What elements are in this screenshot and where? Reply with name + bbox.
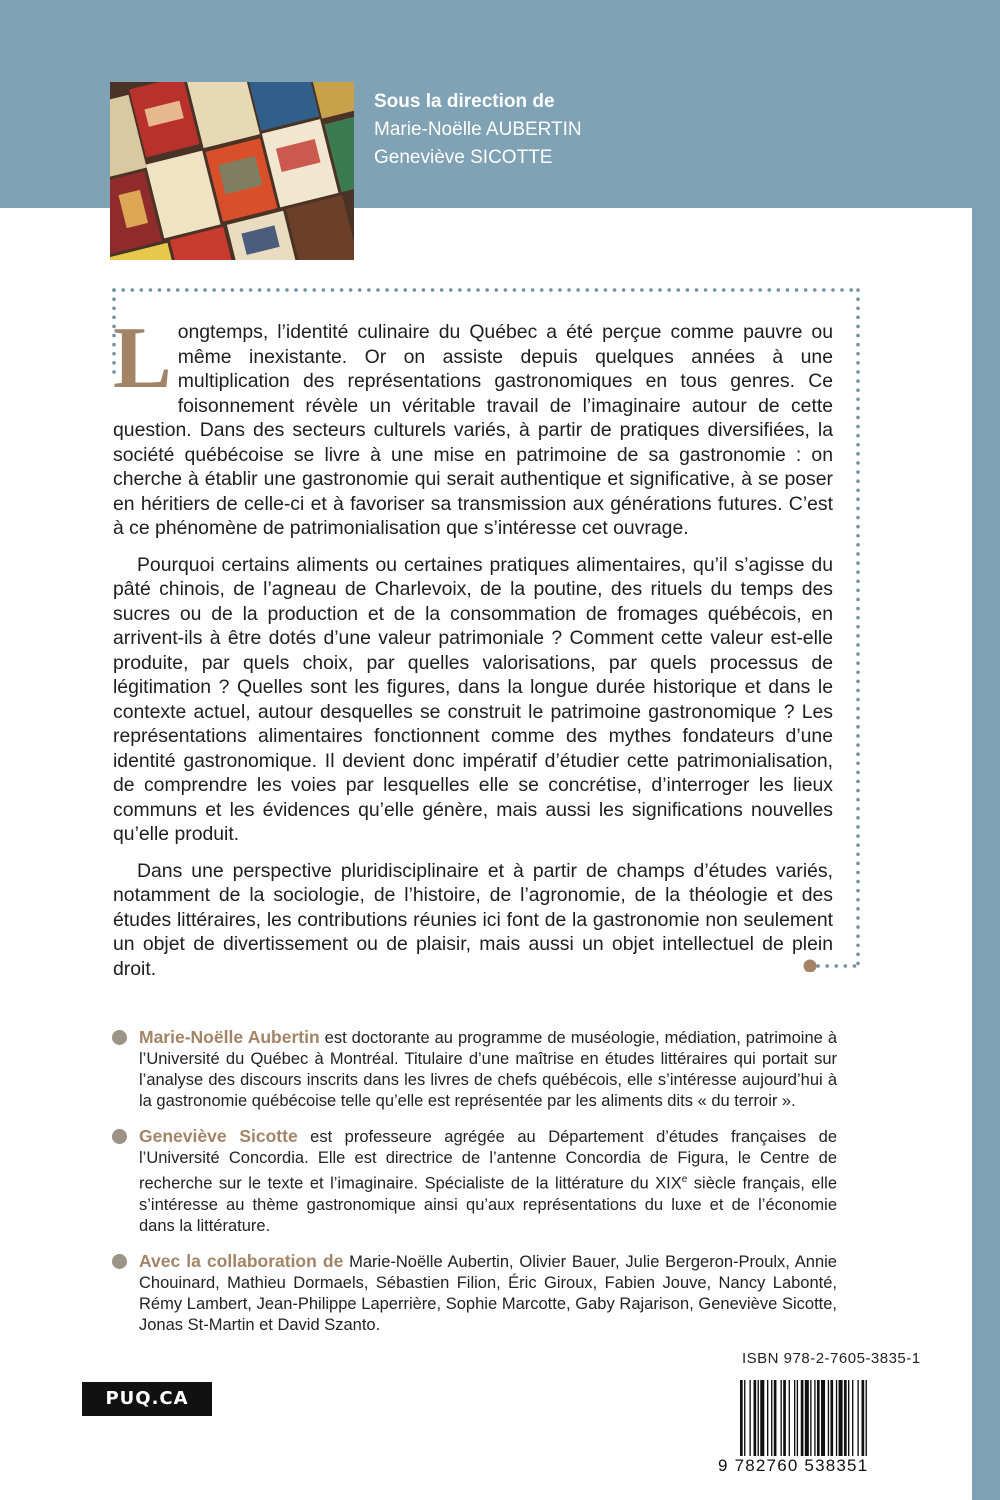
drop-cap: L: [113, 310, 172, 407]
barcode-bar: [814, 1380, 815, 1456]
barcode-bar: [810, 1380, 811, 1456]
barcode-bar: [767, 1380, 768, 1456]
blurb-paragraph: Dans une perspective pluridisciplinaire et à partir de champs d’études variés, notamment de la sociologie, de l’histoire, de l’agronomie, de la théologie et des études littéraires, les contributions réunies ici font de la gastronomie non seulement un objet de divertissement ou de plaisir, mais aussi un objet intellectuel de plein droit.: [113, 859, 833, 980]
barcode-bar: [836, 1380, 837, 1456]
barcode-bar: [789, 1380, 790, 1456]
barcode-bar: [828, 1380, 829, 1456]
barcode-bar: [740, 1380, 743, 1456]
barcode-bar: [797, 1380, 798, 1456]
barcode-bar: [862, 1380, 865, 1456]
author-bios: [112, 1027, 837, 1350]
bio-aubertin: [112, 1027, 837, 1112]
bio-text: est doctorante au programme de muséologie, médiation, patrimoine à l’Université du Québec à Montréal. Titulaire d’une maîtrise en études littéraires qui portait sur l’analyse des discours inscrits dans les livres de chefs québécois, elle s’intéresse aujourd’hui à la gastronomie québécoise telle qu’elle est représentée par les aliments dits « du terroir ».: [139, 1029, 838, 1110]
editors-block: [374, 88, 582, 172]
bio-name: Geneviève Sicotte: [139, 1126, 298, 1146]
barcode-bar: [771, 1380, 772, 1456]
bullet-icon: [112, 1030, 127, 1045]
barcode: [738, 1380, 906, 1456]
bio-text: Marie-Noëlle Aubertin, Olivier Bauer, Julie Bergeron-Proulx, Annie Chouinard, Mathieu Dormaels, Sébastien Filion, Éric Giroux, Fabien Jouve, Nancy Labonté, Rémy Lambert, Jean-Philippe Laperrière, Sophie Marcotte, Gaby Rajarison, Geneviève Sicotte, Jonas St-Martin et David Szanto.: [139, 1252, 837, 1334]
bullet-icon: [112, 1254, 127, 1269]
barcode-bar: [817, 1380, 820, 1456]
barcode-bar: [801, 1380, 804, 1456]
barcode-bar: [783, 1380, 786, 1456]
barcode-bar: [760, 1380, 764, 1456]
barcode-bar: [866, 1380, 867, 1456]
barcode-bar: [781, 1380, 782, 1456]
barcode-bar: [794, 1380, 795, 1456]
barcode-bar: [852, 1380, 853, 1456]
editor-name: Geneviève SICOTTE: [374, 147, 553, 168]
blurb-paragraph: Longtemps, l’identité culinaire du Québec a été perçue comme pauvre ou même inexistante. Or on assiste depuis quelques années à une multiplication des représentations gastronomiques en tous genres. Ce foisonnement révèle un véritable travail de l’imaginaire autour de cette question. Dans des secteurs culturels variés, à partir de pratiques diversifiées, la société québécoise se livre à une mise en patrimoine de sa gastronomie : on cherche à établir une gastronomie qui serait authentique et significative, à se poser en héritiers de celle-ci et à favoriser sa transmission aux générations futures. C’est à ce phénomène de patrimonialisation que s’intéresse cet ouvrage.: [113, 310, 833, 539]
editor-name: Marie-Noëlle AUBERTIN: [374, 119, 582, 140]
barcode-bar: [839, 1380, 843, 1456]
publisher-logo: PUQ.CA: [82, 1382, 212, 1416]
barcode-bar: [844, 1380, 847, 1456]
bio-name: Marie-Noëlle Aubertin: [139, 1027, 320, 1047]
superscript: e: [681, 1174, 688, 1185]
direction-label: Sous la direction de: [374, 91, 555, 112]
barcode-bar: [848, 1380, 849, 1456]
barcode-bar: [774, 1380, 777, 1456]
barcode-bar: [754, 1380, 757, 1456]
bio-name: Avec la collaboration de: [139, 1250, 344, 1271]
barcode-bar: [830, 1380, 833, 1456]
side-color-band: [972, 0, 1000, 1500]
barcode-bar: [805, 1380, 809, 1456]
bio-collaborators: [112, 1251, 837, 1336]
cookbooks-photo: [110, 82, 354, 260]
bullet-icon: [112, 1129, 127, 1144]
barcode-bar: [758, 1380, 759, 1456]
bio-sicotte: [112, 1126, 837, 1237]
isbn-text: ISBN 978-2-7605-3835-1: [742, 1350, 921, 1367]
blurb-paragraph: Pourquoi certains aliments ou certaines pratiques alimentaires, qu’il s’agisse du pâté chinois, de l’agneau de Charlevoix, de la poutine, des rituels du temps des sucres ou de la production et de la consommation de fromages québécois, en arrivent-ils à être dotés d’une valeur patrimoniale ? Comment cette valeur est-elle produite, par quels choix, par quelles valorisations, par quels processus de légitimation ? Quelles sont les figures, dans la longue durée historique et dans le contexte actuel, autour desquelles se construit le patrimoine gastronomique ? Les représentations alimentaires fonctionnent comme des mythes fondateurs d’une identité gastronomique. Il devient donc impératif d’étudier cette patrimonialisation, de comprendre les voies par lesquelles elle se concrétise, d’interroger les lieux communs et les évidences qu’elle génère, mais aussi les significations nouvelles qu’elle produit.: [113, 553, 833, 845]
barcode-bar: [821, 1380, 825, 1456]
bio-text: siècle français, elle s’intéresse au thème gastronomique ainsi qu’aux représentations du luxe et de l’économie dans la littérature.: [139, 1174, 837, 1235]
barcode-bar: [749, 1380, 750, 1456]
back-cover-blurb: [113, 310, 833, 993]
barcode-bar: [744, 1380, 745, 1456]
barcode-bar: [857, 1380, 858, 1456]
bio-text: est professeure agrégée au Département d’études françaises de l’Université Concordia. Elle est directrice de l’antenne Concordia de Figura, le Centre de recherche sur le texte et l’imaginaire. Spécialiste de la littérature du XIX: [139, 1128, 837, 1193]
barcode-number: 9 782760 538351: [718, 1456, 869, 1475]
